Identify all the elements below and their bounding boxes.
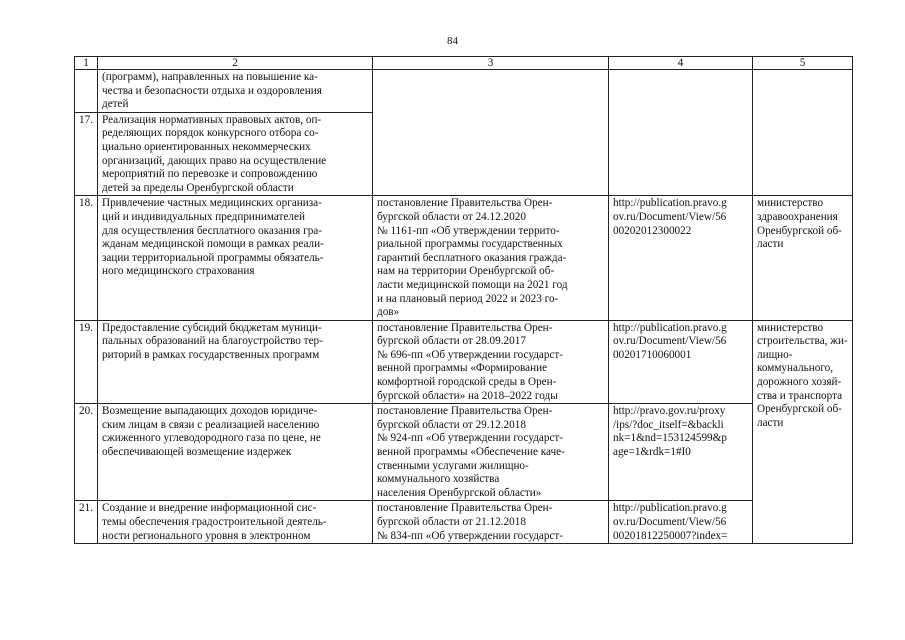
- cell-line: темы обеспечения градостроительной деятель-: [102, 516, 327, 528]
- table-row: [75, 320, 853, 404]
- page-number: 84: [447, 35, 458, 47]
- table-row: [75, 196, 853, 320]
- legal-act-cell: [373, 501, 609, 544]
- responsible-cell: [753, 196, 853, 320]
- table-row: [75, 501, 853, 544]
- row-number: 19.: [75, 320, 98, 404]
- cell-line: nk=1&nd=153124599&p: [613, 432, 727, 445]
- legal-act-cell: [373, 196, 609, 320]
- measure-cell: [98, 112, 373, 196]
- cell-line: ov.ru/Document/View/56: [613, 516, 727, 528]
- cell-line: ства и транспорта: [757, 389, 843, 402]
- measure-cell: [98, 501, 373, 544]
- legal-act-cell: [373, 320, 609, 404]
- cell-line: ским лицам в связи с реализацией населению: [102, 418, 320, 431]
- cell-line: венной программы «Обеспечение каче-: [377, 446, 565, 459]
- cell-line: зации территориальной программы обязатель-: [102, 251, 324, 264]
- cell-line: http://publication.pravo.g: [613, 197, 727, 210]
- header-col-4: 4: [609, 57, 753, 70]
- cell-line: бургской области» на 2018–2022 годы: [377, 389, 558, 402]
- cell-line: ределяющих порядок конкурсного отбора со-: [102, 127, 319, 140]
- cell-line: ласти: [757, 416, 784, 429]
- cell-line: строительства, жи-: [757, 335, 848, 348]
- cell-line: чества и безопасности отдыха и оздоровления: [102, 84, 322, 97]
- legal-act-cell: [373, 404, 609, 501]
- cell-line: организаций, дающих право на осуществление: [102, 154, 327, 167]
- cell-line: обеспечивающей возмещение издержек: [102, 446, 292, 459]
- cell-line: age=1&rdk=1#I0: [613, 446, 691, 459]
- header-col-1: 1: [75, 57, 98, 70]
- cell-line: ций и индивидуальных предпринимателей: [102, 210, 305, 223]
- link-cell: [609, 501, 753, 544]
- cell-line: пальных образований на благоустройство тер-: [102, 335, 323, 348]
- table-header-row: [75, 57, 853, 70]
- cell-line: ov.ru/Document/View/56: [613, 210, 727, 223]
- measure-cell: [98, 70, 373, 113]
- link-cell: [609, 196, 753, 320]
- cell-line: жданам медицинской помощи в рамках реали-: [102, 238, 324, 251]
- cell-line: дов»: [377, 306, 400, 319]
- cell-line: постановление Правительства Орен-: [377, 502, 553, 515]
- cell-line: лищно-: [757, 348, 793, 361]
- cell-line: ности регионального уровня в электронном: [102, 529, 311, 542]
- link-cell: [609, 70, 753, 196]
- header-col-3: 3: [373, 57, 609, 70]
- cell-line: сжиженного углеводородного газа по цене, не: [102, 432, 321, 445]
- cell-line: мероприятий по перевозке и сопровождению: [102, 168, 318, 181]
- cell-line: коммунального,: [757, 362, 834, 375]
- cell-line: постановление Правительства Орен-: [377, 321, 553, 334]
- cell-line: нам на территории Оренбургской об-: [377, 265, 555, 278]
- cell-line: циально ориентированных некоммерческих: [102, 140, 311, 153]
- cell-line: Создание и внедрение информационной сис-: [102, 502, 317, 515]
- cell-line: бургской области от 29.12.2018: [377, 418, 526, 431]
- cell-line: гарантий бесплатного оказания гражда-: [377, 251, 567, 264]
- cell-line: ственными услугами жилищно-: [377, 459, 529, 472]
- link-cell: [609, 404, 753, 501]
- cell-line: бургской области от 28.09.2017: [377, 335, 526, 348]
- responsible-cell: [753, 70, 853, 196]
- cell-line: Привлечение частных медицинских организа-: [102, 197, 322, 210]
- cell-line: http://publication.pravo.g: [613, 502, 727, 515]
- row-number: 20.: [75, 404, 98, 501]
- measure-cell: [98, 196, 373, 320]
- cell-line: бургской области от 24.12.2020: [377, 210, 526, 223]
- cell-line: здравоохранения: [757, 210, 838, 223]
- cell-line: № 834-пп «Об утверждении государст-: [377, 529, 564, 542]
- cell-line: риторий в рамках государственных программ: [102, 348, 320, 361]
- table-row: [75, 404, 853, 501]
- cell-line: Реализация нормативных правовых актов, оп-: [102, 113, 322, 126]
- cell-line: бургской области от 21.12.2018: [377, 516, 526, 528]
- cell-line: для осуществления бесплатного оказания гра-: [102, 224, 322, 237]
- cell-line: постановление Правительства Орен-: [377, 197, 553, 210]
- cell-line: Возмещение выпадающих доходов юридиче-: [102, 405, 318, 418]
- cell-line: коммунального хозяйства: [377, 473, 500, 486]
- cell-line: детей за пределы Оренбургской области: [102, 181, 294, 194]
- table-row: [75, 70, 853, 113]
- cell-line: Предоставление субсидий бюджетам муници-: [102, 321, 322, 334]
- row-number: [75, 70, 98, 113]
- cell-line: постановление Правительства Орен-: [377, 405, 553, 418]
- cell-line: риальной программы государственных: [377, 238, 563, 251]
- cell-line: ov.ru/Document/View/56: [613, 335, 727, 348]
- cell-line: венной программы «Формирование: [377, 362, 548, 375]
- cell-line: ласти медицинской помощи на 2021 год: [377, 278, 568, 291]
- cell-line: /ips/?doc_itself=&backli: [613, 418, 724, 431]
- cell-line: 00201710060001: [613, 348, 692, 361]
- row-number: 18.: [75, 196, 98, 320]
- cell-line: Оренбургской об-: [757, 403, 842, 416]
- measure-cell: [98, 320, 373, 404]
- row-number: 21.: [75, 501, 98, 544]
- measure-cell: [98, 404, 373, 501]
- cell-line: и на плановый период 2022 и 2023 го-: [377, 292, 559, 305]
- cell-line: http://publication.pravo.g: [613, 321, 727, 334]
- cell-line: Оренбургской об-: [757, 224, 842, 237]
- header-col-2: 2: [98, 57, 373, 70]
- header-col-5: 5: [753, 57, 853, 70]
- cell-line: № 924-пп «Об утверждении государст-: [377, 432, 564, 445]
- cell-line: 00201812250007?index=: [613, 529, 728, 542]
- cell-line: ного медицинского страхования: [102, 265, 255, 278]
- cell-line: детей: [102, 98, 129, 111]
- row-number: 17.: [75, 112, 98, 196]
- legal-act-cell: [373, 70, 609, 196]
- cell-line: дорожного хозяй-: [757, 376, 842, 389]
- responsible-cell: [753, 320, 853, 544]
- cell-line: № 1161-пп «Об утверждении террито-: [377, 224, 560, 237]
- cell-line: населения Оренбургской области»: [377, 486, 542, 499]
- cell-line: министерство: [757, 197, 824, 210]
- cell-line: № 696-пп «Об утверждении государст-: [377, 348, 564, 361]
- cell-line: 00202012300022: [613, 224, 692, 237]
- cell-line: комфортной городской среды в Орен-: [377, 376, 557, 389]
- cell-line: http://pravo.gov.ru/proxy: [613, 405, 726, 418]
- document-table: [74, 56, 853, 544]
- cell-line: ласти: [757, 238, 784, 251]
- cell-line: министерство: [757, 321, 824, 334]
- link-cell: [609, 320, 753, 404]
- cell-line: (программ), направленных на повышение ка-: [102, 71, 318, 83]
